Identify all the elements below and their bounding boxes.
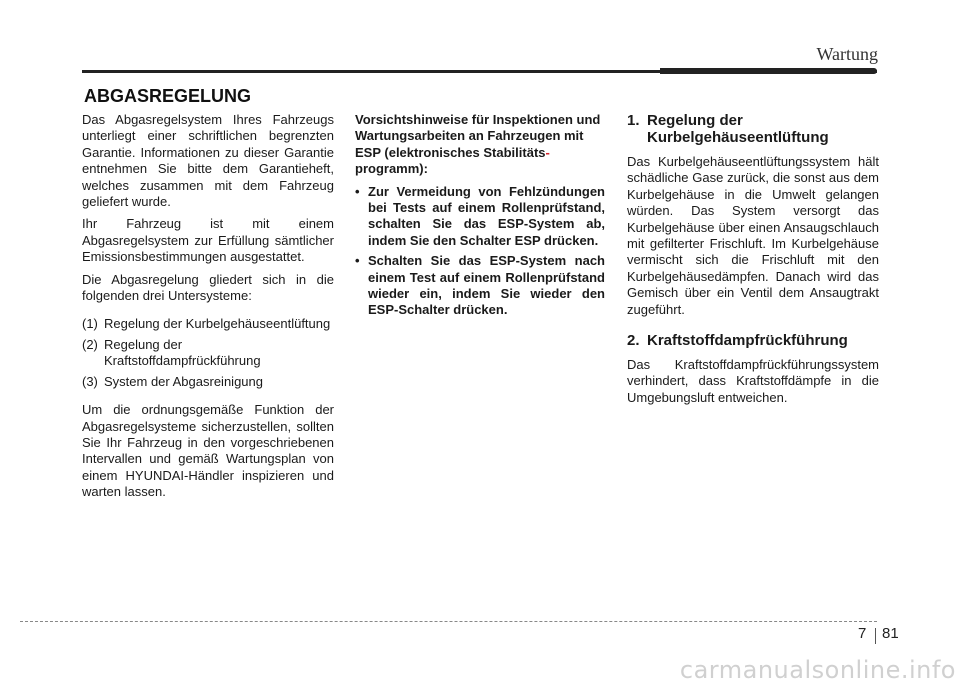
subsystem-list [82, 316, 334, 390]
list-item-number: (1) [82, 316, 98, 332]
page-heading: ABGASREGELUNG [84, 86, 252, 106]
list-item [82, 316, 334, 332]
column-middle [355, 112, 605, 323]
maintenance-paragraph: Um die ordnungsgemäße Funktion der Abgasregelsysteme sicherzustellen, sollten Sie Ihr Fahrzeug in den vorgeschriebenen Intervallen und gemäß Wartungsplan von einem HYUNDAI-Händler inspizieren und warten lassen. [82, 402, 334, 500]
system-paragraph: Ihr Fahrzeug ist mit einem Abgasregelsystem zur Erfüllung sämtlicher Emissionsbestimmungen ausgestattet. [82, 216, 334, 265]
esp-intro-text: Vorsichtshinweise für Inspektionen und Wartungsarbeiten an Fahrzeugen mit ESP (elektronisches Stabilitäts [355, 112, 601, 160]
heading-number: 1. [627, 112, 640, 129]
list-item-number: (3) [82, 373, 98, 389]
page-number-divider [875, 628, 876, 644]
bullet-icon: • [355, 253, 360, 269]
header-rule-accent [660, 68, 877, 74]
list-item [82, 337, 334, 370]
heading-text: Kraftstoffdampfrückführung [647, 332, 848, 350]
bullet-icon: • [355, 183, 360, 199]
column-right [627, 112, 879, 412]
evap-heading [627, 332, 879, 349]
list-item [355, 184, 605, 250]
chapter-number: 7 [858, 625, 867, 642]
bullet-text: Zur Vermeidung von Fehlzündungen bei Tests auf einem Rollenprüfstand, schalten Sie das ESP-System ab, indem Sie den Schalter ESP drücken. [368, 183, 605, 248]
list-item-number: (2) [82, 336, 98, 352]
page-number: 81 [882, 625, 899, 642]
crankcase-heading [627, 112, 879, 146]
heading-number: 2. [627, 332, 640, 350]
footer-rule [20, 621, 877, 622]
warranty-paragraph: Das Abgasregelsystem Ihres Fahrzeugs unterliegt einer schriftlichen begrenzten Garantie. Informationen zu dieser Garantie entnehmen Sie bitte dem Garantieheft, welches zusammen mit dem Fahrzeug geliefert wurde. [82, 112, 334, 210]
esp-intro-text-end: programm): [355, 161, 428, 177]
list-item [355, 253, 605, 319]
subsystems-intro: Die Abgasregelung gliedert sich in die folgenden drei Untersysteme: [82, 271, 334, 304]
watermark: carmanualsonline.info [679, 656, 956, 684]
list-item-text: System der Abgasreinigung [104, 373, 263, 389]
list-item [82, 374, 334, 390]
esp-precautions-intro [355, 112, 605, 178]
evap-paragraph: Das Kraftstoffdampfrückführungssystem verhindert, dass Kraftstoffdämpfe in die Umgebungsluft entweichen. [627, 357, 879, 405]
esp-bullet-list [355, 184, 605, 319]
crankcase-paragraph: Das Kurbelgehäuseentlüftungssystem hält schädliche Gase zurück, die sonst aus dem Kurbelgehäuse in die Umwelt gelangen würden. Das System versorgt das Kurbelgehäuse über einen Ansaugschlauch mit gefilterter Frischluft. Im Kurbelgehäuse vermischt sich die Frischluft mit den Kurbelgehäusedämpfen. Danach wird das Gemisch über ein Ventil dem Ansaugtrakt zugeführt. [627, 154, 879, 317]
hyphen-mark: - [545, 144, 550, 160]
heading-text: Regelung der Kurbelgehäuseentlüftung [647, 112, 829, 146]
section-title: Wartung [816, 44, 878, 64]
list-item-text: Regelung der Kurbelgehäuseentlüftung [104, 316, 331, 332]
list-item-text: Regelung der Kraftstoffdampfrückführung [104, 336, 261, 369]
bullet-text: Schalten Sie das ESP-System nach einem Test auf einem Rollenprüfstand wieder ein, indem Sie wieder den ESP-Schalter drücken. [368, 253, 605, 318]
column-left [82, 112, 334, 507]
